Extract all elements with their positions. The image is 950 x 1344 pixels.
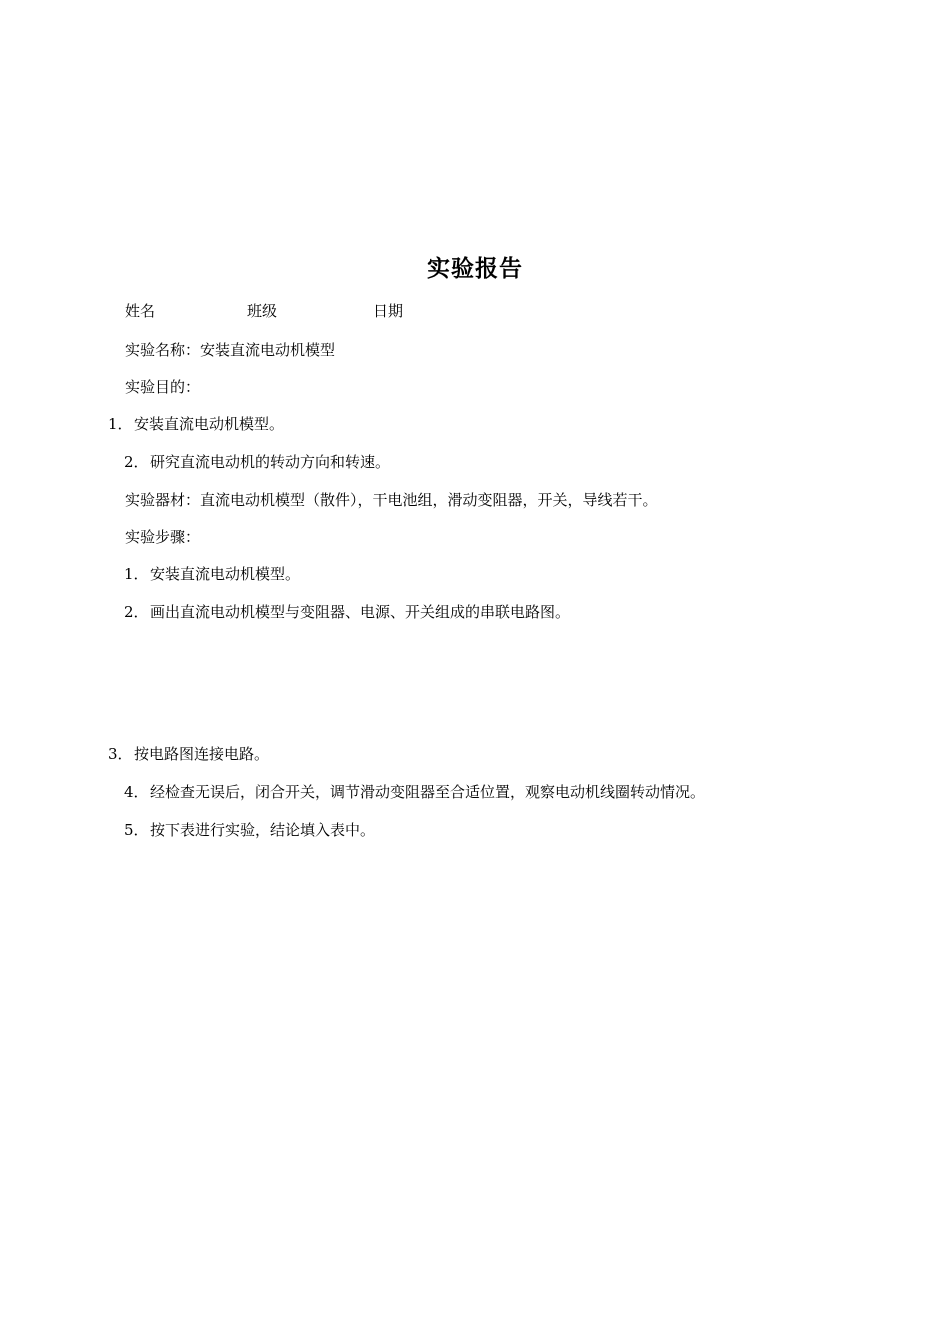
step-item — [124, 564, 300, 584]
date-label: 日期 — [373, 302, 404, 320]
step-number: 4． — [124, 783, 149, 801]
step-number: 1． — [124, 565, 149, 583]
purpose-item-number: 1． — [108, 415, 133, 433]
equipment-line: 实验器材：直流电动机模型（散件），干电池组，滑动变阻器，开关，导线若干。 — [125, 491, 658, 509]
step-number: 5． — [124, 821, 149, 839]
purpose-heading: 实验目的： — [125, 378, 201, 396]
step-text: 按下表进行实验，结论填入表中。 — [150, 821, 376, 839]
purpose-item — [108, 414, 284, 434]
step-text: 安装直流电动机模型。 — [150, 565, 301, 583]
step-number: 3． — [108, 745, 133, 763]
step-text: 经检查无误后，闭合开关，调节滑动变阻器至合适位置，观察电动机线圈转动情况。 — [150, 783, 706, 801]
purpose-item — [124, 452, 390, 472]
step-item — [124, 782, 705, 802]
student-info-row — [0, 301, 950, 321]
step-item — [108, 744, 269, 764]
purpose-item-text: 安装直流电动机模型。 — [134, 415, 285, 433]
step-text: 画出直流电动机模型与变阻器、电源、开关组成的串联电路图。 — [150, 603, 571, 621]
step-item — [124, 820, 375, 840]
purpose-item-text: 研究直流电动机的转动方向和转速。 — [150, 453, 391, 471]
steps-heading: 实验步骤： — [125, 528, 201, 546]
step-text: 按电路图连接电路。 — [134, 745, 270, 763]
purpose-item-number: 2． — [124, 453, 149, 471]
name-label: 姓名 — [125, 302, 156, 320]
class-label: 班级 — [247, 302, 278, 320]
step-item — [124, 602, 570, 622]
experiment-name: 实验名称：安装直流电动机模型 — [125, 341, 336, 359]
step-number: 2． — [124, 603, 149, 621]
document-title: 实验报告 — [427, 256, 523, 282]
